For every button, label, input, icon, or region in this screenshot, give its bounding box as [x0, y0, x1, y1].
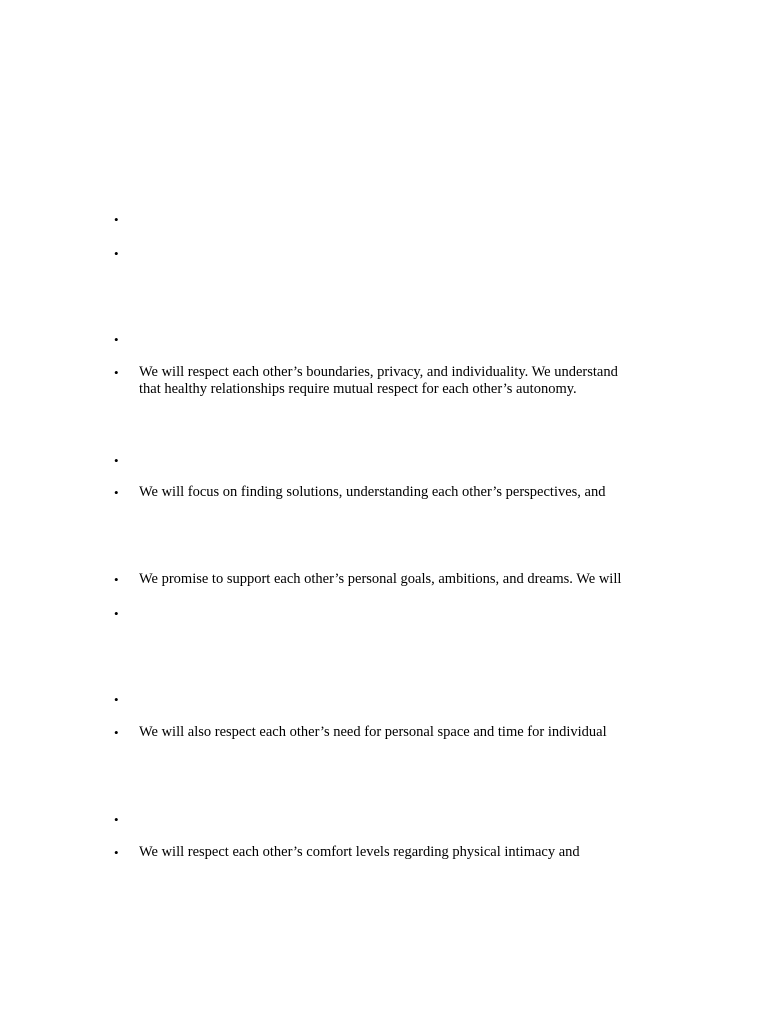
list-item-text: We will focus on finding solutions, understanding each other’s perspectives, and — [139, 484, 606, 500]
bullet-marker: • — [114, 812, 119, 827]
list-item — [114, 452, 674, 469]
bullet-marker: • — [114, 845, 119, 860]
list-item — [114, 364, 674, 398]
bullet-marker: • — [114, 246, 119, 261]
list-item — [114, 484, 674, 501]
bullet-marker: • — [114, 725, 119, 740]
bullet-marker: • — [114, 332, 119, 347]
list-item — [114, 571, 674, 588]
bullet-marker: • — [114, 606, 119, 621]
list-item-text: We promise to support each other’s personal goals, ambitions, and dreams. We will — [139, 571, 622, 587]
list-item — [114, 844, 674, 861]
list-item-text: We will respect each other’s comfort levels regarding physical intimacy and — [139, 844, 580, 860]
list-item — [114, 331, 674, 348]
bullet-marker: • — [114, 572, 119, 587]
bullet-marker: • — [114, 212, 119, 227]
list-item-text: We will respect each other’s boundaries, privacy, and individuality. We understand that healthy relationships require mutual respect for each other’s autonomy. — [139, 364, 618, 397]
list-item — [114, 811, 674, 828]
bullet-marker: • — [114, 485, 119, 500]
list-item — [114, 691, 674, 708]
list-item-text: We will also respect each other’s need for personal space and time for individual — [139, 724, 607, 740]
bullet-marker: • — [114, 365, 119, 380]
bullet-marker: • — [114, 692, 119, 707]
list-item — [114, 211, 674, 228]
bullet-marker: • — [114, 453, 119, 468]
list-item — [114, 605, 674, 622]
list-item — [114, 245, 674, 262]
list-item — [114, 724, 674, 741]
